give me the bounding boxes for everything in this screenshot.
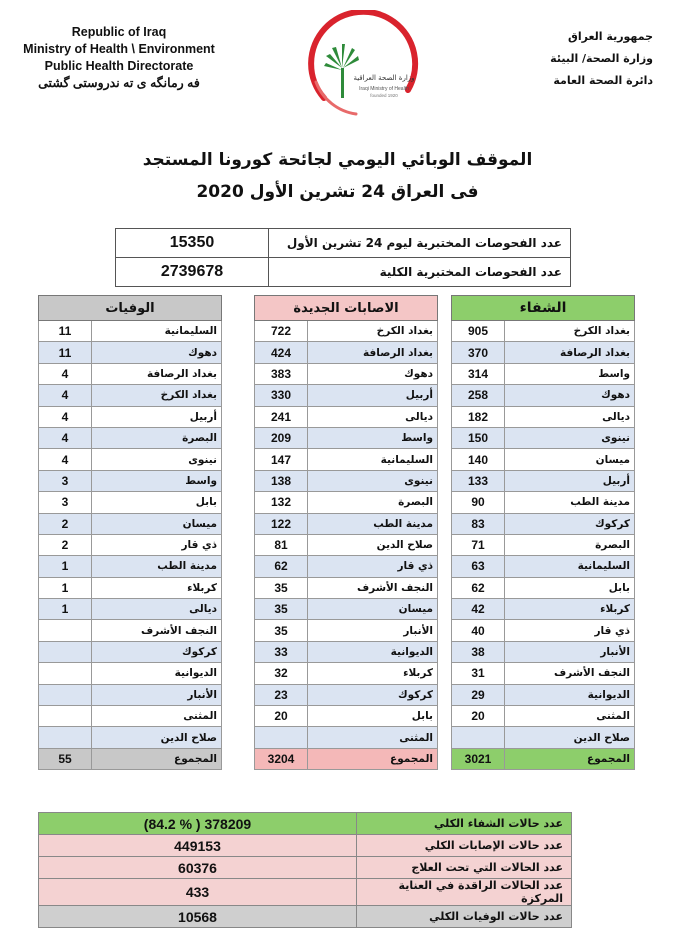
- governorate-count: 138: [255, 470, 308, 491]
- svg-text:وزارة الصحة العراقية: وزارة الصحة العراقية: [353, 74, 415, 82]
- table-row: [39, 663, 222, 684]
- governorate-count: 133: [452, 470, 505, 491]
- governorate-count: 83: [452, 513, 505, 534]
- governorate-count: 4: [39, 363, 92, 384]
- table-row: [39, 556, 222, 577]
- table-row: [255, 684, 438, 705]
- table-row: [255, 449, 438, 470]
- governorate-count: 1: [39, 599, 92, 620]
- table-row: [255, 363, 438, 384]
- total-value: 55: [39, 748, 92, 769]
- governorate-name: دهوك: [92, 342, 222, 363]
- governorate-name: بابل: [92, 492, 222, 513]
- header-en-line: Ministry of Health \ Environment: [23, 42, 215, 56]
- summary-value: 10568: [39, 906, 357, 928]
- governorate-name: مدينة الطب: [92, 556, 222, 577]
- governorate-count: 29: [452, 684, 505, 705]
- governorate-name: كركوك: [505, 513, 635, 534]
- governorate-name: الأنبار: [505, 641, 635, 662]
- governorate-count: 35: [255, 599, 308, 620]
- governorate-count: 314: [452, 363, 505, 384]
- column-header: الشفاء: [452, 296, 635, 321]
- table-row: [452, 363, 635, 384]
- header-en-line: Public Health Directorate: [44, 59, 194, 73]
- table-row: [452, 449, 635, 470]
- recovered-table: [451, 295, 635, 770]
- governorate-count: 42: [452, 599, 505, 620]
- governorate-count: 11: [39, 342, 92, 363]
- governorate-name: البصرة: [308, 492, 438, 513]
- governorate-count: 35: [255, 577, 308, 598]
- governorate-name: السليمانية: [505, 556, 635, 577]
- governorate-name: نينوى: [92, 449, 222, 470]
- header-ar-line: وزارة الصحة/ البيئة: [550, 52, 653, 65]
- governorate-name: صلاح الدين: [308, 534, 438, 555]
- governorate-count: 241: [255, 406, 308, 427]
- governorate-count: [452, 727, 505, 748]
- governorate-name: الديوانية: [92, 663, 222, 684]
- header-english: [14, 24, 224, 92]
- governorate-count: 258: [452, 385, 505, 406]
- governorate-count: 4: [39, 427, 92, 448]
- governorate-count: 35: [255, 620, 308, 641]
- governorate-name: ميسان: [92, 513, 222, 534]
- tests-daily-value: 15350: [116, 229, 269, 258]
- table-row: [255, 577, 438, 598]
- svg-text:founded 1920: founded 1920: [370, 93, 398, 98]
- page-subtitle-date: فى العراق 24 تشرين الأول 2020: [196, 182, 479, 202]
- governorate-name: المثنى: [505, 706, 635, 727]
- header-ar-line: دائرة الصحة العامة: [553, 74, 653, 87]
- new-cases-table: [254, 295, 438, 770]
- governorate-name: ذي قار: [92, 534, 222, 555]
- governorate-name: السليمانية: [308, 449, 438, 470]
- ministry-logo-icon: [296, 10, 426, 122]
- governorate-name: البصرة: [92, 427, 222, 448]
- table-row: [452, 342, 635, 363]
- governorate-count: 31: [452, 663, 505, 684]
- table-row: [255, 406, 438, 427]
- table-row: [255, 470, 438, 491]
- total-value: 3021: [452, 748, 505, 769]
- table-row: [452, 577, 635, 598]
- governorate-count: 63: [452, 556, 505, 577]
- header-en-line: Republic of Iraq: [71, 25, 167, 39]
- governorate-name: بغداد الرصافة: [505, 342, 635, 363]
- table-row: [255, 727, 438, 748]
- table-row: [255, 385, 438, 406]
- governorate-count: 90: [452, 492, 505, 513]
- governorate-count: 2: [39, 534, 92, 555]
- governorate-name: واسط: [505, 363, 635, 384]
- tests-total-label: عدد الفحوصات المختبرية الكلية: [269, 258, 571, 287]
- governorate-name: واسط: [308, 427, 438, 448]
- table-row: [39, 620, 222, 641]
- table-row: [39, 385, 222, 406]
- table-row: [255, 641, 438, 662]
- governorate-count: 147: [255, 449, 308, 470]
- governorate-name: ديالى: [505, 406, 635, 427]
- governorate-name: أربيل: [308, 385, 438, 406]
- governorate-name: الديوانية: [505, 684, 635, 705]
- table-row: [452, 492, 635, 513]
- governorate-count: 81: [255, 534, 308, 555]
- header-kurdish-line: فه رمانگه ی ته ندروستی گشتی: [38, 76, 200, 90]
- governorate-name: ديالى: [308, 406, 438, 427]
- summary-value: 60376: [39, 857, 357, 879]
- table-header-row: [39, 296, 222, 321]
- governorate-count: 1: [39, 556, 92, 577]
- table-row: [452, 599, 635, 620]
- governorate-count: 370: [452, 342, 505, 363]
- total-row: [255, 748, 438, 769]
- governorate-name: مدينة الطب: [505, 492, 635, 513]
- summary-row: [39, 857, 572, 879]
- column-header: الوفيات: [39, 296, 222, 321]
- governorate-name: واسط: [92, 470, 222, 491]
- header-arabic: [503, 26, 653, 92]
- governorate-name: بغداد الرصافة: [92, 363, 222, 384]
- governorate-count: 140: [452, 449, 505, 470]
- governorate-name: ميسان: [505, 449, 635, 470]
- summary-label: عدد الحالات التي تحت العلاج: [357, 857, 572, 879]
- governorate-count: 23: [255, 684, 308, 705]
- governorate-name: كركوك: [308, 684, 438, 705]
- table-row: [452, 641, 635, 662]
- table-row: [255, 534, 438, 555]
- total-row: [39, 748, 222, 769]
- summary-value: 378209 ( % 84.2): [39, 813, 357, 835]
- governorate-count: 20: [255, 706, 308, 727]
- table-row: [39, 727, 222, 748]
- table-row: [39, 513, 222, 534]
- governorate-count: 40: [452, 620, 505, 641]
- table-row: [452, 321, 635, 342]
- governorate-count: [255, 727, 308, 748]
- governorate-name: بغداد الكرخ: [308, 321, 438, 342]
- governorate-name: صلاح الدين: [92, 727, 222, 748]
- table-row: [255, 513, 438, 534]
- table-row: [452, 513, 635, 534]
- table-row: [255, 556, 438, 577]
- governorate-count: 4: [39, 449, 92, 470]
- governorate-name: صلاح الدين: [505, 727, 635, 748]
- page-title: الموقف الوبائي اليومي لجائحة كورونا المستجد: [142, 150, 533, 170]
- table-row: [452, 556, 635, 577]
- table-row: [39, 363, 222, 384]
- governorate-name: أربيل: [92, 406, 222, 427]
- summary-value: 433: [39, 879, 357, 906]
- governorate-name: النجف الأشرف: [92, 620, 222, 641]
- table-row: [39, 427, 222, 448]
- deaths-table: [38, 295, 222, 770]
- tests-total-value: 2739678: [116, 258, 269, 287]
- table-row: [452, 706, 635, 727]
- governorate-count: [39, 706, 92, 727]
- governorate-count: 11: [39, 321, 92, 342]
- table-row: [255, 663, 438, 684]
- table-row: [255, 706, 438, 727]
- total-label: المجموع: [505, 748, 635, 769]
- governorate-name: بغداد الكرخ: [505, 321, 635, 342]
- table-row: [255, 321, 438, 342]
- governorate-name: بغداد الكرخ: [92, 385, 222, 406]
- summary-label: عدد الحالات الراقدة في العناية المركزة: [357, 879, 572, 906]
- table-row: [39, 406, 222, 427]
- svg-text:Iraqi Ministry of Health: Iraqi Ministry of Health: [359, 86, 409, 92]
- table-row: [39, 641, 222, 662]
- table-row: [255, 620, 438, 641]
- table-row: [452, 684, 635, 705]
- table-row: [452, 620, 635, 641]
- governorate-name: كربلاء: [92, 577, 222, 598]
- governorate-count: 62: [255, 556, 308, 577]
- column-header: الاصابات الجديدة: [255, 296, 438, 321]
- governorate-count: 20: [452, 706, 505, 727]
- summary-row: [39, 835, 572, 857]
- table-row: [116, 258, 571, 287]
- table-row: [452, 663, 635, 684]
- table-row: [39, 534, 222, 555]
- governorate-count: 722: [255, 321, 308, 342]
- summary-label: عدد حالات الإصابات الكلي: [357, 835, 572, 857]
- governorate-name: بابل: [308, 706, 438, 727]
- table-row: [452, 534, 635, 555]
- governorate-name: دهوك: [308, 363, 438, 384]
- table-row: [39, 449, 222, 470]
- table-row: [39, 321, 222, 342]
- tests-daily-label: عدد الفحوصات المختبرية ليوم 24 تشرين الأول: [269, 229, 571, 258]
- governorate-count: 38: [452, 641, 505, 662]
- table-row: [452, 470, 635, 491]
- governorate-count: [39, 641, 92, 662]
- governorate-name: ديالى: [92, 599, 222, 620]
- table-row: [39, 706, 222, 727]
- table-header-row: [255, 296, 438, 321]
- governorate-count: [39, 727, 92, 748]
- governorate-count: [39, 684, 92, 705]
- governorate-name: مدينة الطب: [308, 513, 438, 534]
- lab-tests-table: [115, 228, 571, 287]
- table-row: [255, 427, 438, 448]
- summary-value: 449153: [39, 835, 357, 857]
- header-ar-line: جمهورية العراق: [568, 30, 653, 43]
- governorate-name: الأنبار: [308, 620, 438, 641]
- table-row: [452, 385, 635, 406]
- table-row: [39, 577, 222, 598]
- governorate-count: 209: [255, 427, 308, 448]
- summary-table: [38, 812, 572, 928]
- governorate-name: السليمانية: [92, 321, 222, 342]
- summary-row: [39, 813, 572, 835]
- table-row: [255, 599, 438, 620]
- governorate-name: أربيل: [505, 470, 635, 491]
- table-row: [452, 727, 635, 748]
- table-row: [39, 684, 222, 705]
- governorate-count: 905: [452, 321, 505, 342]
- governorate-name: البصرة: [505, 534, 635, 555]
- governorate-count: 4: [39, 385, 92, 406]
- governorate-name: دهوك: [505, 385, 635, 406]
- governorate-name: كربلاء: [505, 599, 635, 620]
- governorate-name: بابل: [505, 577, 635, 598]
- table-row: [39, 470, 222, 491]
- summary-label: عدد حالات الشفاء الكلي: [357, 813, 572, 835]
- governorate-name: بغداد الرصافة: [308, 342, 438, 363]
- governorate-count: 62: [452, 577, 505, 598]
- governorate-name: المثنى: [308, 727, 438, 748]
- governorate-name: ذي قار: [505, 620, 635, 641]
- total-row: [452, 748, 635, 769]
- table-row: [452, 427, 635, 448]
- governorate-name: الديوانية: [308, 641, 438, 662]
- table-row: [452, 406, 635, 427]
- governorate-count: [39, 663, 92, 684]
- governorate-name: ذي قار: [308, 556, 438, 577]
- governorate-count: 2: [39, 513, 92, 534]
- table-header-row: [452, 296, 635, 321]
- table-row: [39, 492, 222, 513]
- governorate-count: 71: [452, 534, 505, 555]
- governorate-count: 424: [255, 342, 308, 363]
- governorate-count: 3: [39, 492, 92, 513]
- governorate-count: 32: [255, 663, 308, 684]
- governorate-name: نينوى: [308, 470, 438, 491]
- governorate-name: النجف الأشرف: [308, 577, 438, 598]
- table-row: [39, 342, 222, 363]
- governorate-count: 122: [255, 513, 308, 534]
- governorate-name: الأنبار: [92, 684, 222, 705]
- governorate-name: ميسان: [308, 599, 438, 620]
- governorate-count: 3: [39, 470, 92, 491]
- governorate-name: النجف الأشرف: [505, 663, 635, 684]
- governorate-count: 1: [39, 577, 92, 598]
- total-value: 3204: [255, 748, 308, 769]
- governorate-count: 132: [255, 492, 308, 513]
- governorate-name: كركوك: [92, 641, 222, 662]
- ministry-logo: [296, 10, 426, 122]
- governorate-count: 4: [39, 406, 92, 427]
- summary-label: عدد حالات الوفيات الكلي: [357, 906, 572, 928]
- governorate-name: نينوى: [505, 427, 635, 448]
- governorate-name: كربلاء: [308, 663, 438, 684]
- governorate-count: 150: [452, 427, 505, 448]
- governorate-count: 33: [255, 641, 308, 662]
- governorate-count: 330: [255, 385, 308, 406]
- total-label: المجموع: [92, 748, 222, 769]
- summary-row: [39, 906, 572, 928]
- governorate-count: [39, 620, 92, 641]
- table-row: [39, 599, 222, 620]
- table-row: [255, 342, 438, 363]
- table-row: [116, 229, 571, 258]
- governorate-name: المثنى: [92, 706, 222, 727]
- total-label: المجموع: [308, 748, 438, 769]
- governorate-count: 182: [452, 406, 505, 427]
- summary-row: [39, 879, 572, 906]
- table-row: [255, 492, 438, 513]
- governorate-count: 383: [255, 363, 308, 384]
